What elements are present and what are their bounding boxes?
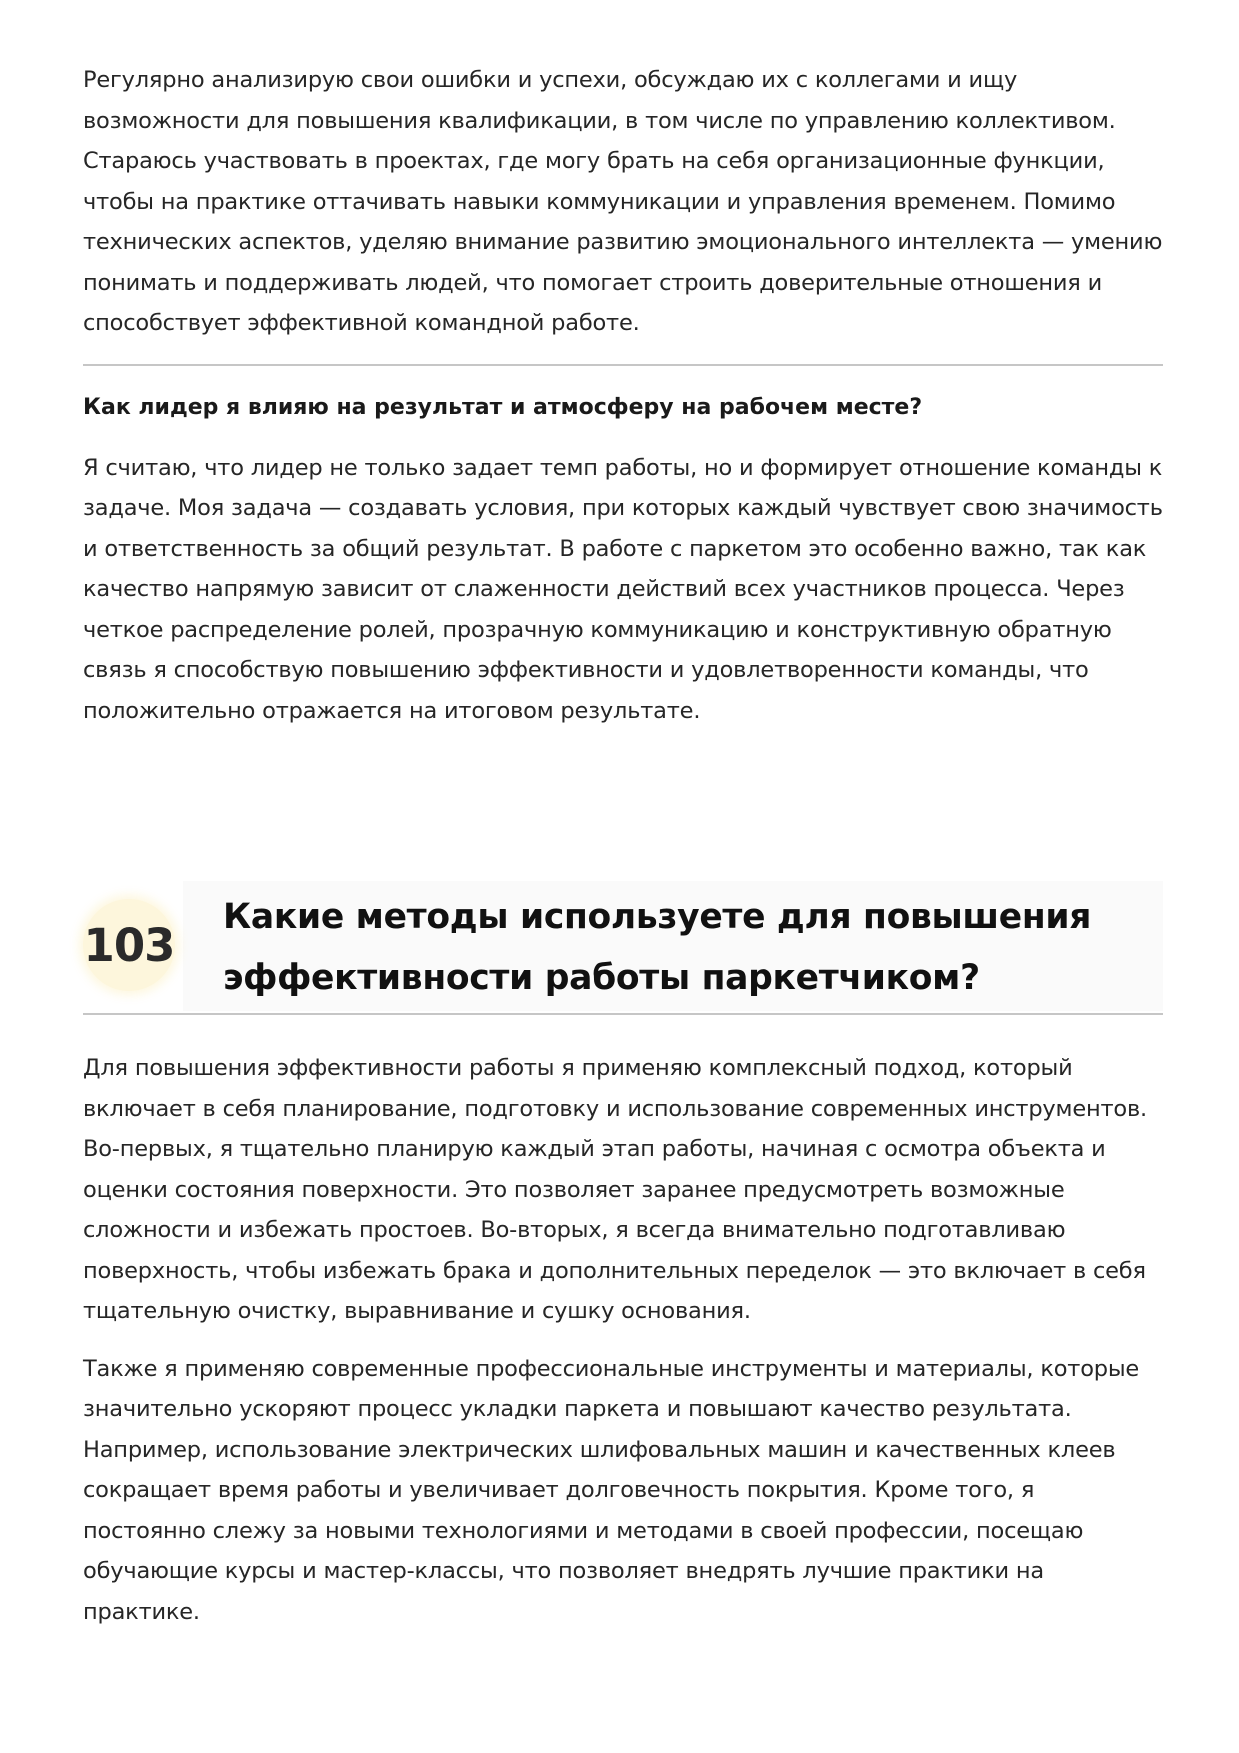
section-divider (83, 364, 1163, 366)
answer-paragraph-2: Также я применяю современные профессиональные инструменты и материалы, которые значительно ускоряют процесс укладки паркета и повышают качество результата. Например, использование электрических шлифовальных машин и качественных клеев сокращает время работы и увеличивает долговечность покрытия. Кроме того, я постоянно слежу за новыми технологиями и методами в своей профессии, посещаю обучающие курсы и мастер-классы, что позволяет внедрять лучшие практики на практике. (83, 1355, 1140, 1625)
leadership-heading: Как лидер я влияю на результат и атмосферу на рабочем месте? (83, 394, 923, 420)
answer-paragraph-1: Для повышения эффективности работы я применяю комплексный подход, который включает в себя планирование, подготовку и использование современных инструментов. Во-первых, я тщательно планирую каждый этап работы, начиная с осмотра объекта и оценки состояния поверхности. Это позволяет заранее предусмотреть возможные сложности и избежать простоев. Во-вторых, я всегда внимательно подготавливаю поверхность, чтобы избежать брака и дополнительных переделок — это включает в себя тщательную очистку, выравнивание и сушку основания. (83, 1055, 1147, 1324)
intro-paragraph: Регулярно анализирую свои ошибки и успехи, обсуждаю их с коллегами и ищу возможности для повышения квалификации, в том числе по управлению коллективом. Стараюсь участвовать в проектах, где могу брать на себя организационные функции, чтобы на практике оттачивать навыки коммуникации и управления временем. Помимо технических аспектов, уделяю внимание развитию эмоционального интеллекта — умению понимать и поддерживать людей, что помогает строить доверительные отношения и способствует эффективной командной работе. (83, 67, 1163, 336)
leadership-paragraph: Я считаю, что лидер не только задает темп работы, но и формирует отношение команды к задаче. Моя задача — создавать условия, при которых каждый чувствует свою значимость и ответственность за общий результат. В работе с паркетом это особенно важно, так как качество напрямую зависит от слаженности действий всех участников процесса. Через четкое распределение ролей, прозрачную коммуникацию и конструктивную обратную связь я способствую повышению эффективности и удовлетворенности команды, что положительно отражается на итоговом результате. (83, 454, 1163, 724)
question-number-badge: 103 (83, 899, 175, 991)
question-header (83, 881, 1163, 1013)
document-page (83, 60, 1163, 1632)
question-divider (83, 1013, 1163, 1015)
question-title: Какие методы используете для повышения эффективности работы паркетчиком? (223, 897, 1092, 998)
